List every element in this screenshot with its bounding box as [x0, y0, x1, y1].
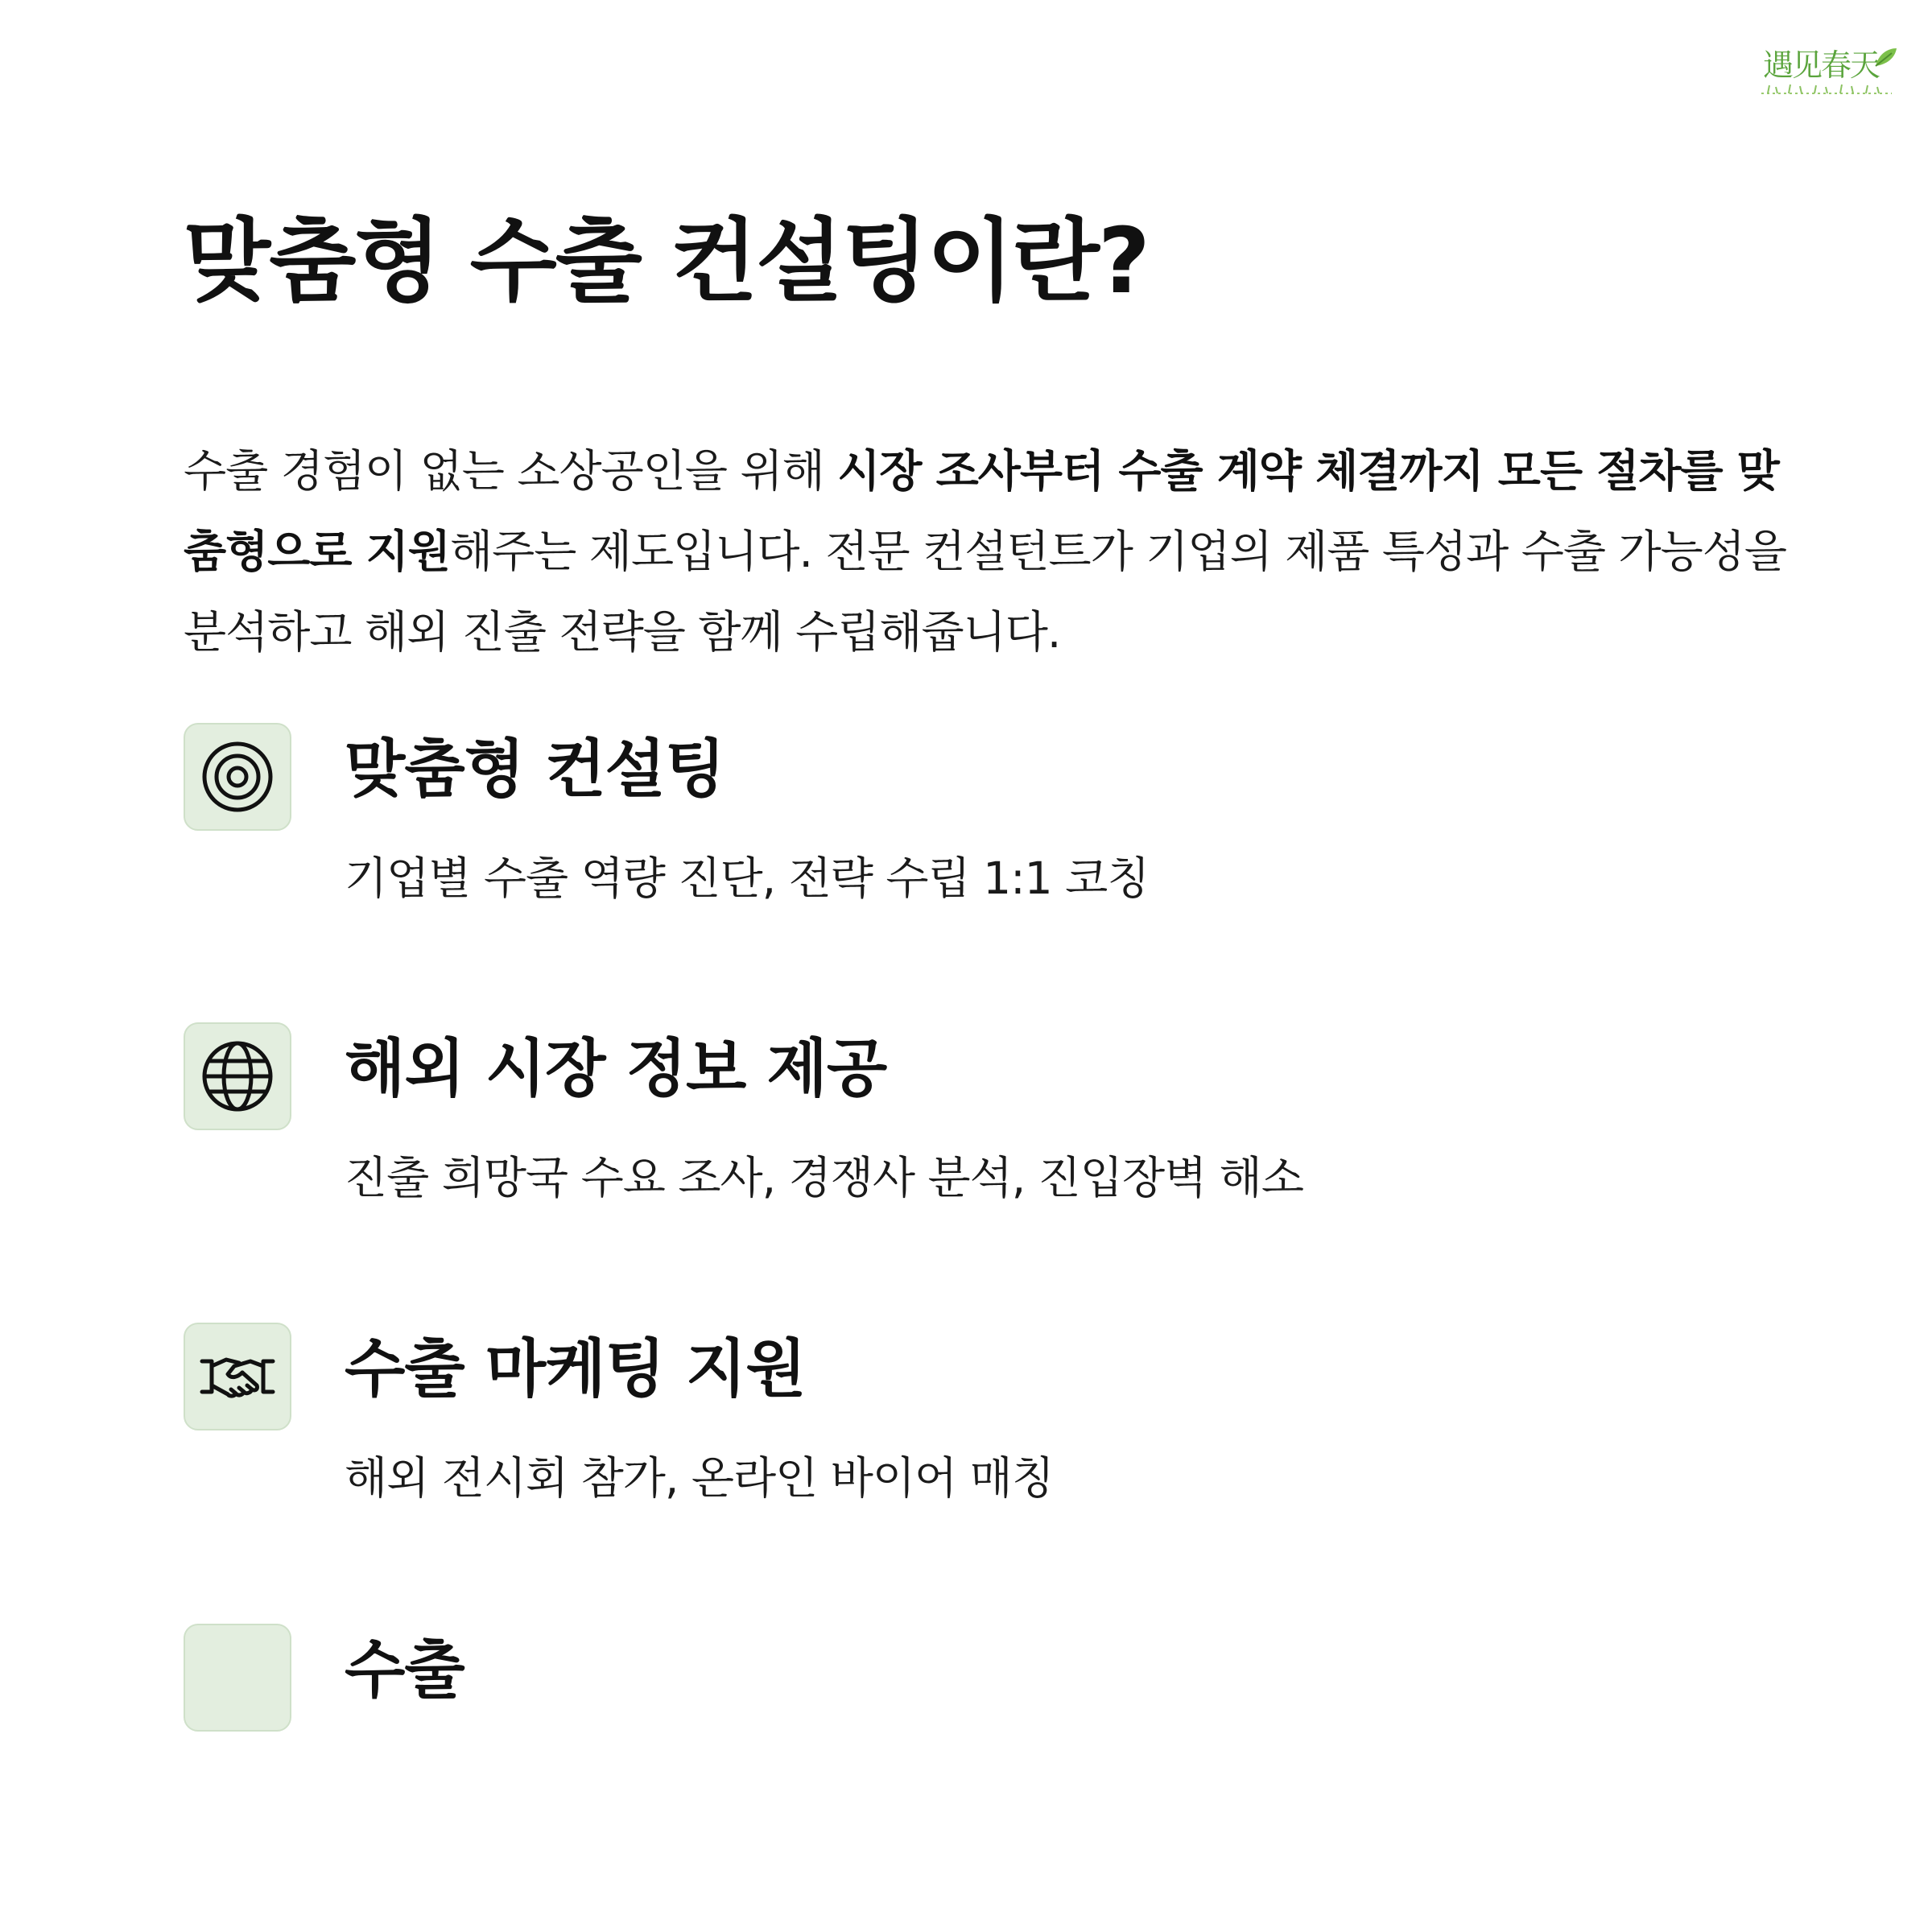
feature-desc: 진출 희망국 수요 조사, 경쟁사 분석, 진입장벽 해소 — [345, 1152, 1303, 1203]
feature-title: 수출 — [345, 1634, 464, 1707]
icon-box — [184, 1022, 291, 1130]
globe-icon — [200, 1039, 275, 1113]
intro-paragraph — [184, 431, 1794, 672]
intro-emphasis: 시장 조사부터 수출 계약 체결까지 모든 절차를 맞춤형으로 지원 — [184, 445, 1779, 577]
feature-desc: 기업별 수출 역량 진단, 전략 수립 1:1 코칭 — [345, 852, 1150, 904]
icon-box-empty — [184, 1624, 291, 1732]
logo-text: 遇见春天 — [1763, 47, 1880, 83]
leaf-icon — [1874, 47, 1898, 68]
handshake-icon — [199, 1348, 276, 1405]
intro-text: 수출 경험이 없는 소상공인을 위해 — [184, 445, 838, 497]
feature-item-export — [184, 1624, 1753, 1833]
grass-decoration — [1761, 80, 1892, 95]
icon-box — [184, 723, 291, 831]
feature-desc: 해외 전시회 참가, 온라인 바이어 매칭 — [345, 1452, 1054, 1504]
feature-item-market-info — [184, 1022, 1753, 1232]
brand-logo — [1755, 40, 1900, 98]
feature-title: 해외 시장 정보 제공 — [345, 1033, 887, 1105]
feature-item-marketing — [184, 1323, 1753, 1532]
feature-title: 수출 마케팅 지원 — [345, 1333, 806, 1406]
icon-box — [184, 1323, 291, 1430]
feature-item-consulting — [184, 723, 1753, 932]
feature-title: 맞춤형 컨설팅 — [345, 733, 725, 806]
page-title: 맞춤형 수출 컨설팅이란? — [184, 209, 1149, 314]
intro-text-cont: 해주는 제도입니다. 전문 컨설턴트가 기업의 제품 특성과 수출 가능성을 분석하고 해외 진출 전략을 함께 수립해줍니다. — [184, 526, 1787, 658]
target-icon — [200, 740, 275, 814]
